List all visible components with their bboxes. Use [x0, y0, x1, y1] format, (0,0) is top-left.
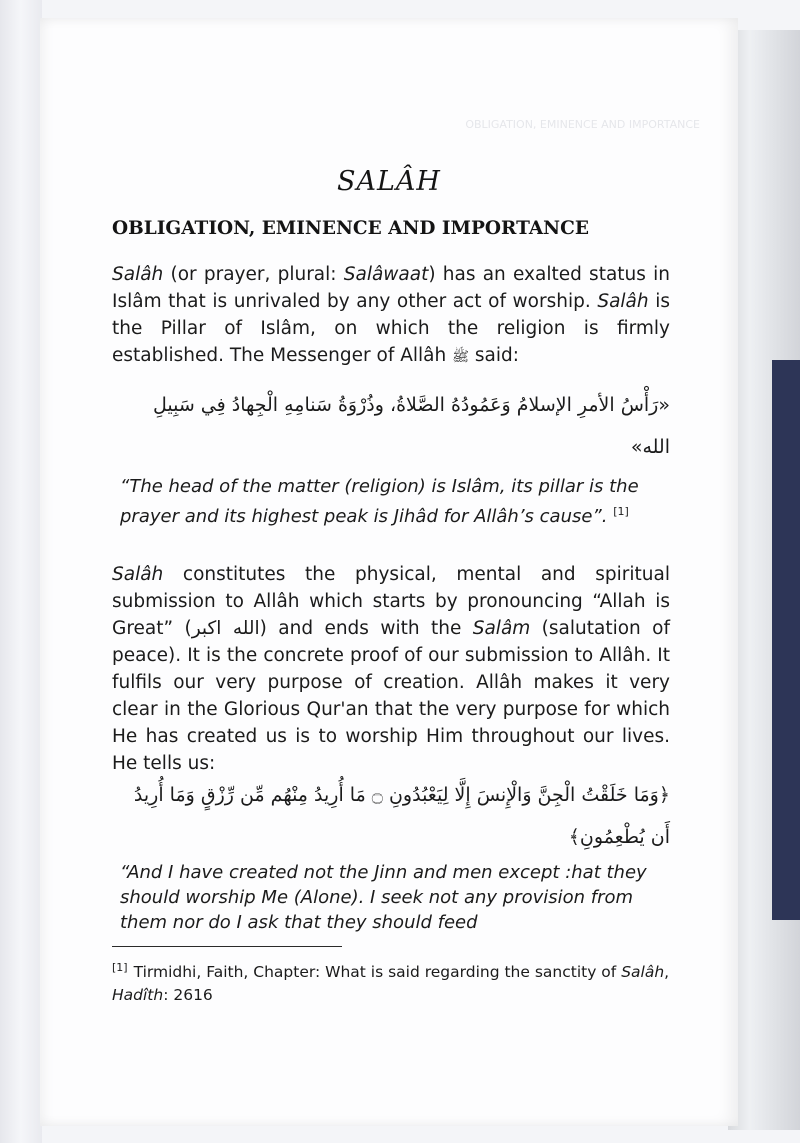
footnote-text-c: : 2616	[163, 986, 213, 1005]
paragraph-1-text-d: said:	[469, 345, 520, 366]
hadith-arabic: «رَأْسُ الأمرِ الإسلامُ وَعَمُودُهُ الصَّلاةُ، وذُرْوَةُ سَنامِهِ الْجِهادُ فِي سَبِيلِ الله»	[152, 394, 670, 458]
paragraph-1	[112, 261, 670, 371]
term-salam: Salâm	[472, 618, 531, 639]
paragraph-1-text-a: (or prayer, plural:	[163, 264, 344, 285]
hadith-translation-text: “The head of the matter (religion) is Islâm, its pillar is the prayer and its highest peak is Jihâd for Allâh’s cause”.	[120, 476, 639, 527]
footnote-text-b: ,	[664, 963, 670, 982]
book-page	[40, 18, 738, 1126]
footnote-term-hadith: Hadîth	[112, 986, 164, 1005]
section-heading: OBLIGATION, EMINENCE AND IMPORTANCE	[112, 218, 589, 239]
quran-verse-arabic: ﴿وَمَا خَلَقْتُ الْجِنَّ وَالْإِنسَ إِلَّا لِيَعْبُدُونِ ۝ مَا أُرِيدُ مِنْهُم مِّن رِّزْقٍ وَمَا أُرِيدُ أَن يُطْعِمُونِ﴾	[133, 784, 670, 848]
footnote	[112, 956, 672, 1007]
paragraph-2	[112, 561, 670, 777]
hadith-translation	[120, 474, 670, 529]
term-salah-3: Salâh	[112, 564, 164, 585]
footnote-marker: [1]	[112, 961, 128, 974]
book-cover-edge	[772, 360, 800, 920]
term-salawaat: Salâwaat	[343, 264, 429, 285]
term-salah-2: Salâh	[597, 291, 649, 312]
paragraph-1-text-b: ) has an exalted status in Islâm that is unrivaled by any other act of worship.	[112, 264, 670, 312]
verse-translation: “And I have created not the Jinn and men except :hat they should worship Me (Alone). I seek not any provision from them nor do I ask that they should feed	[120, 862, 647, 933]
footnote-reference: [1]	[613, 505, 629, 518]
footnote-term-salah: Salâh	[621, 963, 665, 982]
running-head: OBLIGATION, EMINENCE AND IMPORTANCE	[465, 118, 700, 131]
honorific-symbol: ﷺ	[452, 349, 470, 365]
paragraph-2-text-c: (salutation of peace). It is the concrete proof of our submission to Allâh. It fulfils our very purpose of creation. Allâh makes it very clear in the Glorious Qur'an that the very purpose for which He has created us is to worship Him throughout our lives. He tells us:	[112, 618, 670, 774]
paragraph-2-text-a: constitutes the physical, mental and spiritual submission to Allâh which starts by pronouncing “Allah is Great” (	[112, 564, 670, 639]
page-title: SALÂH	[337, 166, 441, 197]
left-book-edge	[0, 0, 42, 1143]
paragraph-2-text-b: ) and ends with the	[259, 618, 473, 639]
term-salah: Salâh	[112, 264, 164, 285]
footnote-divider	[112, 946, 342, 947]
paragraph-1-text-c: is the Pillar of Islâm, on which the religion is firmly established. The Messenger of Allâh	[112, 291, 670, 366]
footnote-text-a: Tirmidhi, Faith, Chapter: What is said regarding the sanctity of	[133, 963, 622, 982]
takbir-arabic: الله اكبر	[191, 618, 260, 639]
